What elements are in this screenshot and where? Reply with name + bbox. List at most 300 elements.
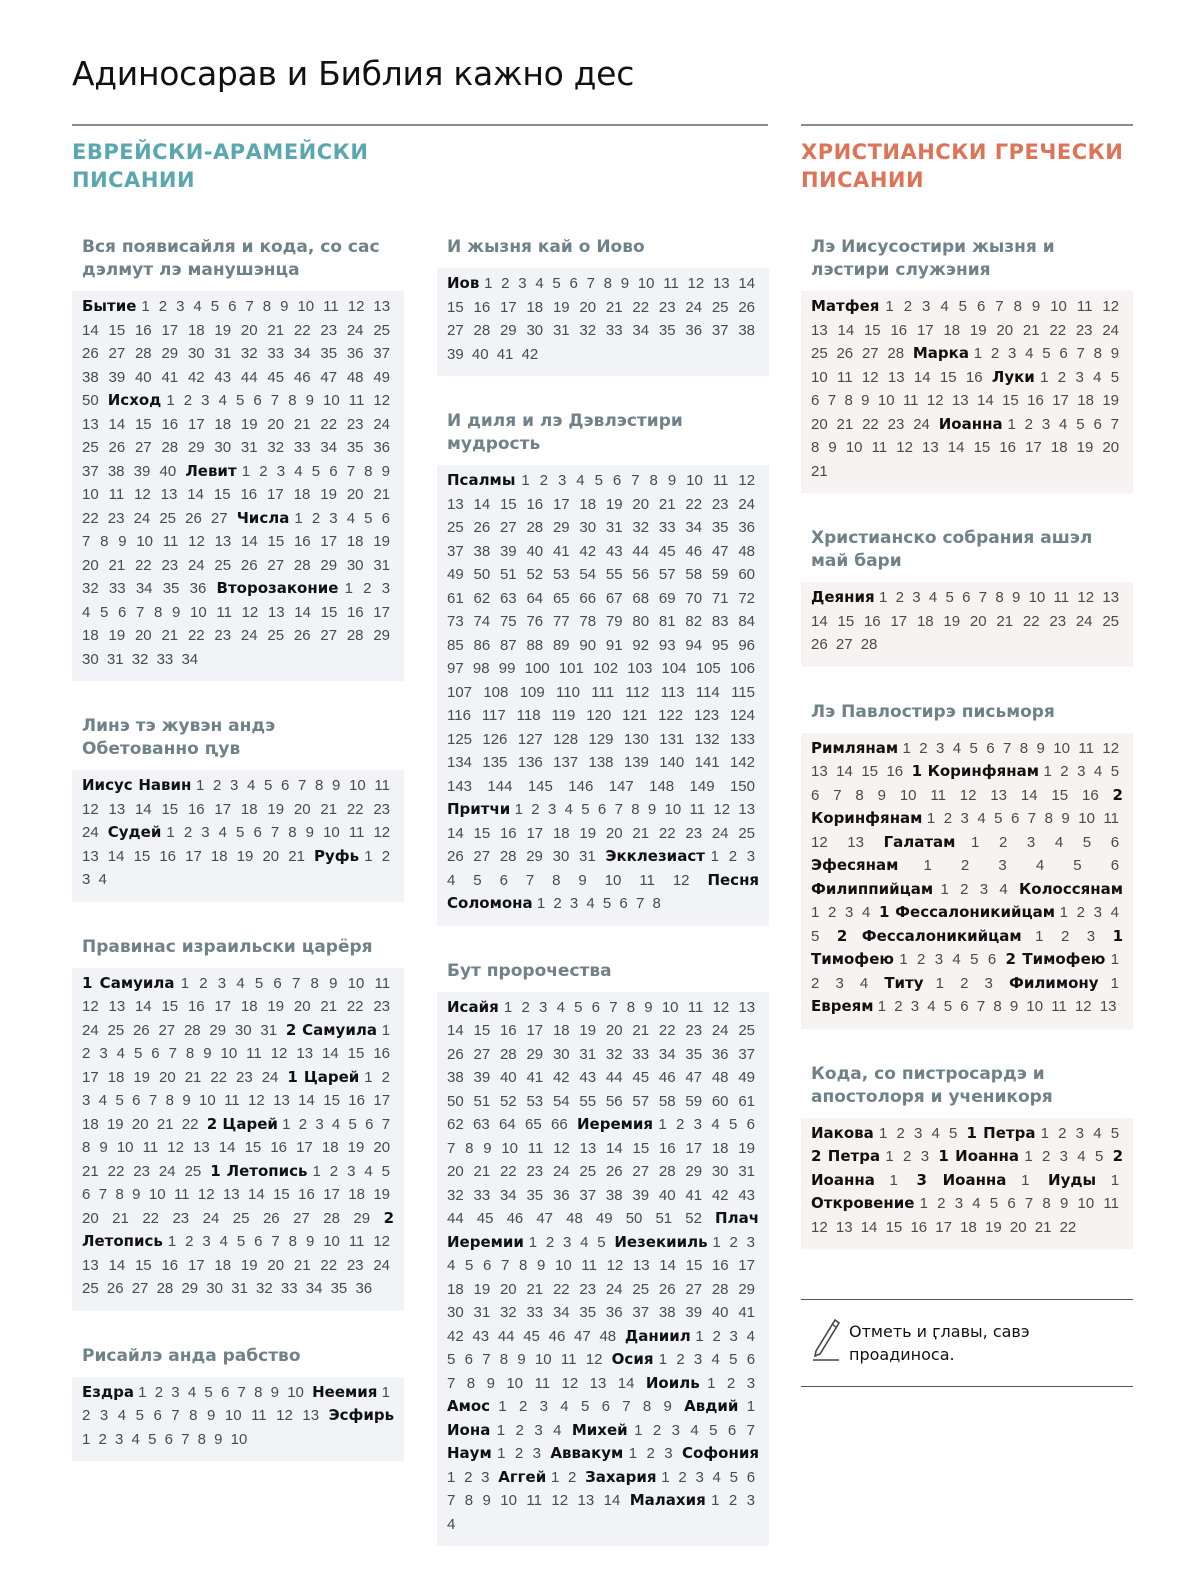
chapter-number[interactable]: 15 bbox=[473, 1022, 491, 1039]
chapter-number[interactable]: 24 bbox=[346, 321, 364, 339]
chapter-number[interactable]: 7 bbox=[1076, 345, 1085, 362]
chapter-number[interactable]: 23 bbox=[214, 627, 232, 644]
chapter-number[interactable]: 25 bbox=[232, 1209, 250, 1227]
chapter-number[interactable]: 9 bbox=[663, 1398, 672, 1415]
chapter-number[interactable]: 12 bbox=[811, 1218, 828, 1236]
chapter-number[interactable]: 8 bbox=[1042, 1195, 1051, 1212]
chapter-number[interactable]: 18 bbox=[943, 321, 961, 339]
chapter-number[interactable]: 35 bbox=[330, 1280, 348, 1297]
chapter-number[interactable]: 24 bbox=[685, 298, 703, 316]
chapter-number[interactable]: 1 bbox=[658, 1116, 667, 1133]
chapter-number[interactable]: 4 bbox=[927, 998, 936, 1015]
chapter-number[interactable]: 7 bbox=[978, 589, 988, 606]
chapter-number[interactable]: 45 bbox=[267, 368, 285, 386]
chapter-number[interactable]: 10 bbox=[1028, 589, 1046, 606]
chapter-number[interactable]: 8 bbox=[465, 1139, 474, 1157]
chapter-number[interactable]: 9 bbox=[647, 801, 657, 818]
chapter-number[interactable]: 7 bbox=[181, 1430, 190, 1448]
chapter-number[interactable]: 3 bbox=[539, 998, 548, 1016]
chapter-number[interactable]: 21 bbox=[836, 415, 854, 433]
chapter-number[interactable]: 7 bbox=[82, 533, 91, 550]
chapter-number[interactable]: 3 bbox=[202, 1233, 211, 1250]
chapter-number[interactable]: 16 bbox=[711, 1257, 729, 1274]
chapter-number[interactable]: 119 bbox=[551, 707, 576, 724]
chapter-number[interactable]: 47 bbox=[711, 542, 729, 560]
chapter-number[interactable]: 5 bbox=[235, 392, 245, 409]
chapter-number[interactable]: 16 bbox=[499, 824, 517, 842]
chapter-number[interactable]: 37 bbox=[82, 462, 99, 480]
chapter-number[interactable]: 12 bbox=[926, 392, 944, 409]
chapter-number[interactable]: 65 bbox=[525, 1116, 542, 1133]
chapter-number[interactable]: 12 bbox=[687, 275, 705, 292]
chapter-number[interactable]: 4 bbox=[940, 298, 949, 315]
chapter-number[interactable]: 34 bbox=[320, 439, 338, 456]
chapter-number[interactable]: 54 bbox=[552, 1092, 570, 1110]
chapter-number[interactable]: 9 bbox=[517, 1351, 526, 1368]
chapter-number[interactable]: 15 bbox=[267, 533, 285, 550]
chapter-number[interactable]: 3 bbox=[315, 1115, 324, 1133]
chapter-number[interactable]: 15 bbox=[685, 1257, 703, 1274]
chapter-number[interactable]: 38 bbox=[107, 462, 125, 480]
chapter-number[interactable]: 18 bbox=[552, 824, 570, 842]
chapter-number[interactable]: 27 bbox=[447, 322, 464, 339]
chapter-number[interactable]: 15 bbox=[1002, 392, 1019, 409]
chapter-number[interactable]: 141 bbox=[694, 754, 720, 771]
chapter-number[interactable]: 10 bbox=[534, 1351, 552, 1368]
chapter-number[interactable]: 20 bbox=[159, 1068, 176, 1086]
chapter-number[interactable]: 10 bbox=[148, 1186, 166, 1203]
chapter-number[interactable]: 19 bbox=[579, 1022, 597, 1039]
chapter-number[interactable]: 28 bbox=[887, 345, 905, 362]
chapter-number[interactable]: 12 bbox=[1102, 739, 1120, 757]
chapter-number[interactable]: 26 bbox=[293, 627, 311, 644]
chapter-number[interactable]: 2 bbox=[728, 848, 738, 865]
chapter-number[interactable]: 21 bbox=[632, 824, 650, 842]
chapter-number[interactable]: 118 bbox=[516, 707, 541, 724]
chapter-number[interactable]: 94 bbox=[685, 636, 703, 654]
chapter-number[interactable]: 34 bbox=[552, 1304, 570, 1321]
chapter-number[interactable]: 9 bbox=[280, 298, 289, 315]
chapter-number[interactable]: 8 bbox=[100, 533, 109, 550]
chapter-number[interactable]: 4 bbox=[116, 1045, 125, 1062]
chapter-number[interactable]: 33 bbox=[473, 1186, 491, 1204]
chapter-number[interactable]: 3 bbox=[1059, 1148, 1068, 1165]
chapter-number[interactable]: 12 bbox=[561, 1374, 579, 1392]
chapter-number[interactable]: 20 bbox=[632, 495, 650, 513]
chapter-number[interactable]: 6 bbox=[727, 1421, 737, 1439]
chapter-number[interactable]: 14 bbox=[241, 533, 258, 550]
chapter-number[interactable]: 18 bbox=[240, 800, 258, 818]
chapter-number[interactable]: 6 bbox=[746, 1351, 756, 1368]
chapter-number[interactable]: 1 bbox=[1110, 974, 1119, 992]
chapter-number[interactable]: 5 bbox=[729, 1468, 738, 1486]
chapter-number[interactable]: 42 bbox=[187, 368, 205, 386]
chapter-number[interactable]: 78 bbox=[579, 613, 597, 630]
chapter-number[interactable]: 9 bbox=[332, 777, 341, 794]
chapter-number[interactable]: 36 bbox=[738, 519, 756, 536]
chapter-number[interactable]: 17 bbox=[214, 998, 232, 1015]
chapter-number[interactable]: 62 bbox=[473, 589, 491, 607]
chapter-number[interactable]: 5 bbox=[574, 998, 583, 1016]
chapter-number[interactable]: 6 bbox=[499, 871, 508, 889]
chapter-number[interactable]: 6 bbox=[746, 1116, 755, 1133]
chapter-number[interactable]: 16 bbox=[1027, 392, 1044, 409]
chapter-number[interactable]: 93 bbox=[658, 636, 676, 654]
chapter-number[interactable]: 7 bbox=[148, 1092, 158, 1109]
chapter-number[interactable]: 62 bbox=[447, 1116, 464, 1133]
chapter-number[interactable]: 32 bbox=[499, 1304, 517, 1321]
chapter-number[interactable]: 61 bbox=[447, 589, 464, 607]
chapter-number[interactable]: 10 bbox=[1053, 739, 1070, 757]
chapter-number[interactable]: 36 bbox=[711, 1045, 729, 1063]
chapter-number[interactable]: 2 bbox=[311, 509, 321, 527]
chapter-number[interactable]: 18 bbox=[187, 321, 205, 339]
chapter-number[interactable]: 8 bbox=[115, 1186, 124, 1203]
chapter-number[interactable]: 45 bbox=[523, 1327, 540, 1345]
chapter-number[interactable]: 1 bbox=[889, 1171, 898, 1189]
chapter-number[interactable]: 28 bbox=[161, 439, 179, 456]
chapter-number[interactable]: 20 bbox=[293, 800, 311, 818]
chapter-number[interactable]: 1 bbox=[447, 1468, 456, 1486]
chapter-number[interactable]: 17 bbox=[187, 1256, 205, 1274]
chapter-number[interactable]: 25 bbox=[1102, 612, 1120, 630]
chapter-number[interactable]: 13 bbox=[160, 486, 178, 503]
chapter-number[interactable]: 17 bbox=[185, 847, 202, 865]
chapter-number[interactable]: 27 bbox=[473, 848, 491, 865]
chapter-number[interactable]: 12 bbox=[82, 800, 99, 818]
chapter-number[interactable]: 1 bbox=[902, 739, 911, 757]
chapter-number[interactable]: 2 bbox=[712, 1327, 721, 1345]
chapter-number[interactable]: 19 bbox=[240, 415, 258, 433]
chapter-number[interactable]: 11 bbox=[639, 871, 655, 889]
chapter-number[interactable]: 4 bbox=[1077, 1148, 1086, 1165]
chapter-number[interactable]: 12 bbox=[134, 486, 151, 503]
chapter-number[interactable]: 3 bbox=[171, 1383, 180, 1401]
chapter-number[interactable]: 8 bbox=[1093, 345, 1102, 362]
chapter-number[interactable]: 27 bbox=[134, 439, 152, 456]
chapter-number[interactable]: 30 bbox=[214, 439, 232, 456]
chapter-number[interactable]: 6 bbox=[1110, 833, 1120, 851]
chapter-number[interactable]: 14 bbox=[837, 321, 855, 339]
chapter-number[interactable]: 23 bbox=[1049, 612, 1067, 630]
chapter-number[interactable]: 122 bbox=[658, 707, 684, 724]
chapter-number[interactable]: 2 bbox=[158, 298, 168, 315]
chapter-number[interactable]: 50 bbox=[473, 566, 491, 583]
chapter-number[interactable]: 4 bbox=[580, 1233, 589, 1251]
chapter-number[interactable]: 17 bbox=[373, 1092, 391, 1109]
chapter-number[interactable]: 8 bbox=[993, 998, 1002, 1015]
chapter-number[interactable]: 10 bbox=[604, 871, 622, 889]
chapter-number[interactable]: 27 bbox=[632, 1163, 650, 1180]
chapter-number[interactable]: 4 bbox=[187, 1383, 197, 1401]
chapter-number[interactable]: 10 bbox=[347, 974, 365, 992]
chapter-number[interactable]: 3 bbox=[115, 1430, 124, 1448]
chapter-number[interactable]: 10 bbox=[323, 1233, 340, 1250]
chapter-number[interactable]: 2 bbox=[553, 895, 562, 912]
chapter-number[interactable]: 7 bbox=[1110, 415, 1119, 433]
chapter-number[interactable]: 110 bbox=[556, 683, 580, 701]
chapter-number[interactable]: 29 bbox=[552, 519, 570, 536]
chapter-number[interactable]: 1 bbox=[381, 1021, 391, 1039]
chapter-number[interactable]: 33 bbox=[293, 439, 311, 456]
chapter-number[interactable]: 19 bbox=[108, 627, 126, 644]
chapter-number[interactable]: 5 bbox=[811, 927, 820, 945]
chapter-number[interactable]: 22 bbox=[658, 824, 676, 842]
chapter-number[interactable]: 29 bbox=[738, 1280, 756, 1298]
chapter-number[interactable]: 21 bbox=[184, 1068, 202, 1086]
chapter-number[interactable]: 1 bbox=[899, 951, 908, 968]
chapter-number[interactable]: 31 bbox=[738, 1163, 756, 1180]
chapter-number[interactable]: 8 bbox=[649, 472, 658, 489]
chapter-number[interactable]: 13 bbox=[82, 847, 99, 865]
chapter-number[interactable]: 5 bbox=[602, 895, 612, 912]
chapter-number[interactable]: 49 bbox=[738, 1069, 756, 1086]
chapter-number[interactable]: 21 bbox=[293, 1256, 311, 1274]
chapter-number[interactable]: 41 bbox=[161, 368, 179, 386]
chapter-number[interactable]: 12 bbox=[188, 533, 205, 550]
chapter-number[interactable]: 9 bbox=[644, 998, 653, 1016]
chapter-number[interactable]: 12 bbox=[82, 998, 99, 1015]
chapter-number[interactable]: 7 bbox=[237, 1383, 246, 1401]
chapter-number[interactable]: 6 bbox=[811, 392, 820, 409]
chapter-number[interactable]: 1 bbox=[658, 1351, 668, 1368]
chapter-number[interactable]: 13 bbox=[302, 1407, 320, 1424]
chapter-number[interactable]: 42 bbox=[447, 1327, 464, 1345]
chapter-number[interactable]: 10 bbox=[811, 368, 828, 386]
chapter-number[interactable]: 147 bbox=[608, 777, 634, 795]
chapter-number[interactable]: 49 bbox=[373, 368, 391, 386]
chapter-number[interactable]: 24 bbox=[202, 1209, 220, 1227]
chapter-number[interactable]: 14 bbox=[187, 486, 204, 503]
chapter-number[interactable]: 29 bbox=[526, 1045, 544, 1063]
chapter-number[interactable]: 7 bbox=[447, 1492, 456, 1509]
chapter-number[interactable]: 15 bbox=[347, 1045, 365, 1062]
chapter-number[interactable]: 8 bbox=[288, 392, 297, 409]
chapter-number[interactable]: 5 bbox=[210, 298, 220, 315]
chapter-number[interactable]: 32 bbox=[605, 1045, 623, 1063]
chapter-number[interactable]: 11 bbox=[560, 1351, 577, 1368]
chapter-number[interactable]: 3 bbox=[230, 777, 239, 794]
chapter-number[interactable]: 1 bbox=[634, 1421, 643, 1439]
chapter-number[interactable]: 6 bbox=[1093, 415, 1102, 433]
chapter-number[interactable]: 34 bbox=[658, 1045, 676, 1063]
chapter-number[interactable]: 9 bbox=[486, 1374, 495, 1392]
chapter-number[interactable]: 72 bbox=[738, 589, 756, 607]
chapter-number[interactable]: 149 bbox=[689, 777, 715, 795]
chapter-number[interactable]: 19 bbox=[347, 1139, 365, 1156]
chapter-number[interactable]: 4 bbox=[294, 462, 303, 480]
chapter-number[interactable]: 35 bbox=[658, 322, 676, 339]
chapter-number[interactable]: 21 bbox=[1022, 321, 1040, 339]
chapter-number[interactable]: 1 bbox=[711, 1492, 720, 1509]
chapter-number[interactable]: 47 bbox=[574, 1327, 591, 1345]
chapter-number[interactable]: 6 bbox=[381, 509, 390, 527]
chapter-number[interactable]: 17 bbox=[890, 612, 908, 630]
chapter-number[interactable]: 2 bbox=[1057, 368, 1067, 386]
chapter-number[interactable]: 22 bbox=[210, 1068, 228, 1086]
chapter-number[interactable]: 8 bbox=[552, 871, 561, 889]
chapter-number[interactable]: 19 bbox=[240, 1256, 258, 1274]
chapter-number[interactable]: 27 bbox=[158, 1021, 176, 1039]
chapter-number[interactable]: 4 bbox=[972, 1195, 981, 1212]
chapter-number[interactable]: 11 bbox=[348, 824, 365, 841]
chapter-number[interactable]: 24 bbox=[711, 1022, 729, 1039]
chapter-number[interactable]: 4 bbox=[98, 871, 107, 888]
chapter-number[interactable]: 3 bbox=[922, 298, 931, 315]
chapter-number[interactable]: 15 bbox=[499, 495, 517, 513]
chapter-number[interactable]: 5 bbox=[949, 1124, 958, 1142]
chapter-number[interactable]: 1 bbox=[878, 1124, 888, 1142]
chapter-number[interactable]: 7 bbox=[631, 472, 640, 489]
chapter-number[interactable]: 4 bbox=[586, 895, 595, 912]
chapter-number[interactable]: 2 bbox=[937, 1195, 946, 1212]
chapter-number[interactable]: 2 bbox=[531, 801, 540, 818]
chapter-number[interactable]: 14 bbox=[447, 1022, 464, 1039]
chapter-number[interactable]: 16 bbox=[499, 1022, 517, 1039]
chapter-number[interactable]: 9 bbox=[214, 1430, 223, 1448]
chapter-number[interactable]: 12 bbox=[167, 1139, 184, 1156]
chapter-number[interactable]: 4 bbox=[1110, 904, 1119, 921]
chapter-number[interactable]: 44 bbox=[497, 1327, 515, 1345]
chapter-number[interactable]: 17 bbox=[296, 1139, 313, 1156]
chapter-number[interactable]: 3 bbox=[1026, 833, 1036, 851]
chapter-number[interactable]: 2 bbox=[514, 1445, 524, 1462]
chapter-number[interactable]: 10 bbox=[136, 533, 154, 550]
chapter-number[interactable]: 11 bbox=[581, 1257, 597, 1274]
chapter-number[interactable]: 6 bbox=[253, 392, 262, 409]
chapter-number[interactable]: 77 bbox=[552, 613, 570, 630]
chapter-number[interactable]: 7 bbox=[635, 895, 645, 912]
chapter-number[interactable]: 16 bbox=[134, 321, 152, 339]
chapter-number[interactable]: 25 bbox=[82, 1280, 99, 1297]
chapter-number[interactable]: 28 bbox=[658, 1163, 676, 1180]
chapter-number[interactable]: 9 bbox=[1110, 345, 1120, 362]
chapter-number[interactable]: 15 bbox=[161, 800, 179, 818]
chapter-number[interactable]: 8 bbox=[154, 603, 163, 621]
chapter-number[interactable]: 47 bbox=[536, 1210, 554, 1227]
chapter-number[interactable]: 1 bbox=[514, 801, 523, 818]
chapter-number[interactable]: 7 bbox=[346, 462, 356, 480]
chapter-number[interactable]: 25 bbox=[738, 824, 756, 842]
chapter-number[interactable]: 129 bbox=[588, 730, 614, 748]
chapter-number[interactable]: 26 bbox=[473, 519, 491, 536]
chapter-number[interactable]: 15 bbox=[447, 298, 464, 316]
chapter-number[interactable]: 19 bbox=[605, 495, 623, 513]
chapter-number[interactable]: 4 bbox=[447, 1257, 456, 1274]
chapter-number[interactable]: 5 bbox=[994, 810, 1003, 827]
chapter-number[interactable]: 10 bbox=[297, 298, 315, 315]
chapter-number[interactable]: 144 bbox=[487, 777, 513, 795]
chapter-number[interactable]: 9 bbox=[203, 1045, 212, 1062]
chapter-number[interactable]: 24 bbox=[373, 415, 391, 433]
chapter-number[interactable]: 45 bbox=[476, 1210, 494, 1227]
chapter-number[interactable]: 30 bbox=[579, 519, 597, 536]
chapter-number[interactable]: 120 bbox=[586, 707, 612, 724]
chapter-number[interactable]: 32 bbox=[256, 1280, 273, 1297]
chapter-number[interactable]: 9 bbox=[305, 1233, 315, 1250]
chapter-number[interactable]: 34 bbox=[632, 322, 650, 339]
chapter-number[interactable]: 33 bbox=[267, 345, 285, 362]
chapter-number[interactable]: 11 bbox=[534, 1374, 551, 1392]
chapter-number[interactable]: 36 bbox=[373, 439, 391, 456]
chapter-number[interactable]: 6 bbox=[253, 824, 262, 841]
chapter-number[interactable]: 1 bbox=[919, 1195, 928, 1212]
chapter-number[interactable]: 12 bbox=[197, 1186, 215, 1203]
chapter-number[interactable]: 20 bbox=[996, 321, 1014, 339]
chapter-number[interactable]: 12 bbox=[672, 871, 690, 889]
chapter-number[interactable]: 2 bbox=[990, 345, 1000, 362]
chapter-number[interactable]: 26 bbox=[447, 848, 464, 865]
chapter-number[interactable]: 1 bbox=[935, 974, 944, 992]
chapter-number[interactable]: 10 bbox=[323, 824, 340, 841]
chapter-number[interactable]: 8 bbox=[603, 275, 612, 292]
chapter-number[interactable]: 12 bbox=[553, 1139, 570, 1157]
chapter-number[interactable]: 5 bbox=[264, 777, 273, 794]
chapter-number[interactable]: 13 bbox=[577, 1492, 595, 1509]
chapter-number[interactable]: 9 bbox=[329, 974, 338, 992]
chapter-number[interactable]: 8 bbox=[855, 786, 864, 804]
chapter-number[interactable]: 1 bbox=[1040, 368, 1049, 386]
chapter-number[interactable]: 21 bbox=[811, 462, 828, 480]
chapter-number[interactable]: 123 bbox=[694, 707, 720, 724]
chapter-number[interactable]: 25 bbox=[373, 321, 391, 339]
chapter-number[interactable]: 23 bbox=[161, 556, 179, 574]
chapter-number[interactable]: 36 bbox=[189, 580, 207, 597]
chapter-number[interactable]: 5 bbox=[1110, 763, 1120, 780]
chapter-number[interactable]: 13 bbox=[738, 801, 756, 818]
chapter-number[interactable]: 1 bbox=[364, 1068, 373, 1086]
chapter-number[interactable]: 8 bbox=[288, 1233, 298, 1250]
chapter-number[interactable]: 23 bbox=[172, 1209, 190, 1227]
chapter-number[interactable]: 3 bbox=[746, 848, 756, 865]
chapter-number[interactable]: 1 bbox=[1021, 1171, 1030, 1189]
chapter-number[interactable]: 4 bbox=[98, 1092, 108, 1109]
chapter-number[interactable]: 24 bbox=[913, 415, 930, 433]
chapter-number[interactable]: 42 bbox=[711, 1186, 729, 1204]
chapter-number[interactable]: 9 bbox=[578, 871, 587, 889]
chapter-number[interactable]: 5 bbox=[580, 1398, 590, 1415]
chapter-number[interactable]: 23 bbox=[526, 1163, 544, 1180]
chapter-number[interactable]: 31 bbox=[605, 519, 623, 536]
chapter-number[interactable]: 31 bbox=[106, 650, 124, 668]
chapter-number[interactable]: 11 bbox=[663, 275, 679, 292]
chapter-number[interactable]: 2 bbox=[1060, 927, 1070, 945]
chapter-number[interactable]: 2 bbox=[154, 1383, 164, 1401]
chapter-number[interactable]: 17 bbox=[552, 495, 570, 513]
chapter-number[interactable]: 13 bbox=[922, 439, 939, 456]
chapter-number[interactable]: 28 bbox=[183, 1021, 201, 1039]
chapter-number[interactable]: 4 bbox=[82, 603, 91, 621]
chapter-number[interactable]: 18 bbox=[82, 1115, 99, 1133]
chapter-number[interactable]: 37 bbox=[447, 542, 464, 560]
chapter-number[interactable]: 1 bbox=[196, 777, 205, 794]
chapter-number[interactable]: 29 bbox=[685, 1163, 703, 1180]
chapter-number[interactable]: 21 bbox=[632, 1022, 650, 1039]
chapter-number[interactable]: 26 bbox=[132, 1021, 150, 1039]
chapter-number[interactable]: 3 bbox=[954, 1195, 964, 1212]
chapter-number[interactable]: 13 bbox=[108, 800, 126, 818]
chapter-number[interactable]: 13 bbox=[1102, 589, 1120, 606]
chapter-number[interactable]: 1 bbox=[878, 589, 888, 606]
chapter-number[interactable]: 12 bbox=[248, 1092, 265, 1109]
chapter-number[interactable]: 8 bbox=[1013, 298, 1022, 315]
chapter-number[interactable]: 21 bbox=[161, 627, 179, 644]
chapter-number[interactable]: 57 bbox=[658, 566, 676, 583]
chapter-number[interactable]: 12 bbox=[1074, 998, 1092, 1015]
chapter-number[interactable]: 16 bbox=[187, 800, 205, 818]
chapter-number[interactable]: 32 bbox=[447, 1186, 464, 1204]
chapter-number[interactable]: 1 bbox=[1007, 415, 1016, 433]
